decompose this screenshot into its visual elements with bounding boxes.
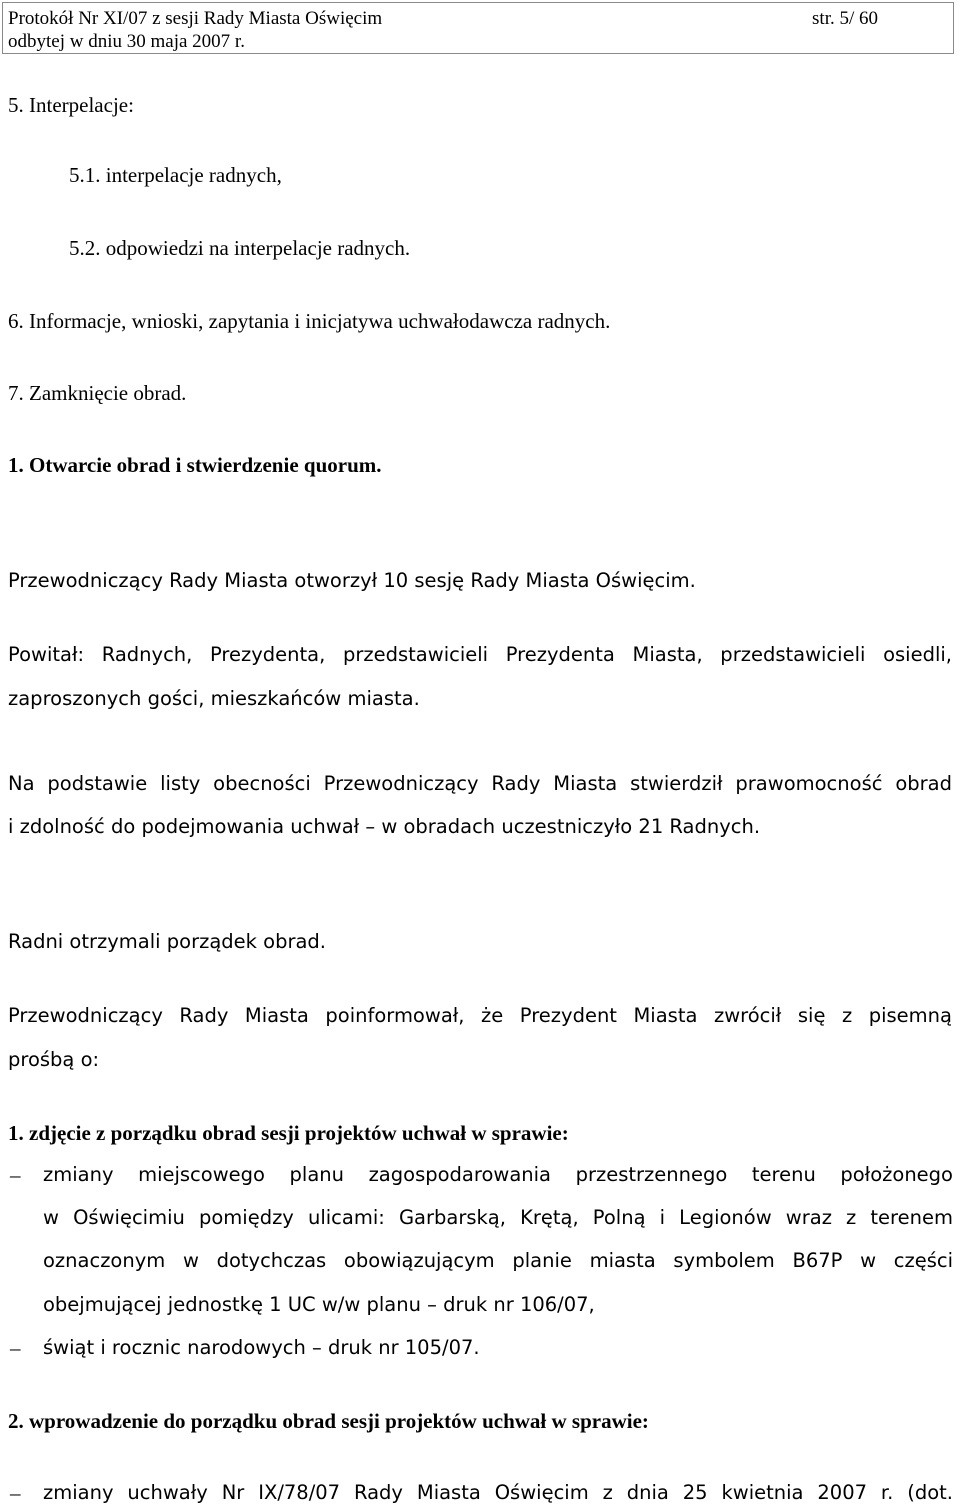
paragraph-agenda-received: Radni otrzymali porządek obrad. <box>8 930 326 953</box>
bullet-dash: – <box>10 1336 21 1360</box>
request-1-item-1-line4: obejmującej jednostkę 1 UC w/w planu – druk nr 106/07, <box>43 1293 595 1316</box>
agenda-item-6: 6. Informacje, wnioski, zapytania i inicjatywa uchwałodawcza radnych. <box>8 309 611 333</box>
page-number: str. 5/ 60 <box>812 8 878 29</box>
paragraph-request-line1: Przewodniczący Rady Miasta poinformował, że Prezydent Miasta zwrócił się z pisemną <box>8 1004 952 1027</box>
paragraph-quorum-line1: Na podstawie listy obecności Przewodniczący Rady Miasta stwierdził prawomocność obrad <box>8 772 952 795</box>
paragraph-request-line2: prośbą o: <box>8 1048 100 1071</box>
bullet-dash: – <box>10 1163 21 1187</box>
bullet-dash: – <box>10 1481 21 1505</box>
request-1-heading: 1. zdjęcie z porządku obrad sesji projektów uchwał w sprawie: <box>8 1121 569 1145</box>
agenda-item-5-2: 5.2. odpowiedzi na interpelacje radnych. <box>69 236 411 260</box>
paragraph-greeting-line2: zaproszonych gości, mieszkańców miasta. <box>8 687 420 710</box>
request-2-item-1: zmiany uchwały Nr IX/78/07 Rady Miasta Oświęcim z dnia 25 kwietnia 2007 r. (dot. <box>43 1481 953 1504</box>
section-heading: 1. Otwarcie obrad i stwierdzenie quorum. <box>8 453 382 477</box>
agenda-item-5-1: 5.1. interpelacje radnych, <box>69 163 282 187</box>
page-header <box>2 2 954 54</box>
request-1-item-2: świąt i rocznic narodowych – druk nr 105/07. <box>43 1336 480 1359</box>
request-1-item-1-line3: oznaczonym w dotychczas obowiązującym planie miasta symbolem B67P w części <box>43 1249 953 1272</box>
paragraph-quorum-line2: i zdolność do podejmowania uchwał – w obradach uczestniczyło 21 Radnych. <box>8 815 761 838</box>
request-1-item-1-line1: zmiany miejscowego planu zagospodarowania przestrzennego terenu położonego <box>43 1163 953 1186</box>
agenda-item-5: 5. Interpelacje: <box>8 93 134 117</box>
agenda-item-7: 7. Zamknięcie obrad. <box>8 381 187 405</box>
header-title: Protokół Nr XI/07 z sesji Rady Miasta Oświęcim <box>8 8 383 29</box>
request-2-heading: 2. wprowadzenie do porządku obrad sesji projektów uchwał w sprawie: <box>8 1409 649 1433</box>
paragraph-opening: Przewodniczący Rady Miasta otworzył 10 sesję Rady Miasta Oświęcim. <box>8 569 696 592</box>
request-1-item-1-line2: w Oświęcimiu pomiędzy ulicami: Garbarską, Krętą, Polną i Legionów wraz z terenem <box>43 1206 953 1229</box>
header-subtitle: odbytej w dniu 30 maja 2007 r. <box>8 31 245 52</box>
paragraph-greeting-line1: Powitał: Radnych, Prezydenta, przedstawicieli Prezydenta Miasta, przedstawicieli osiedli, <box>8 643 952 666</box>
